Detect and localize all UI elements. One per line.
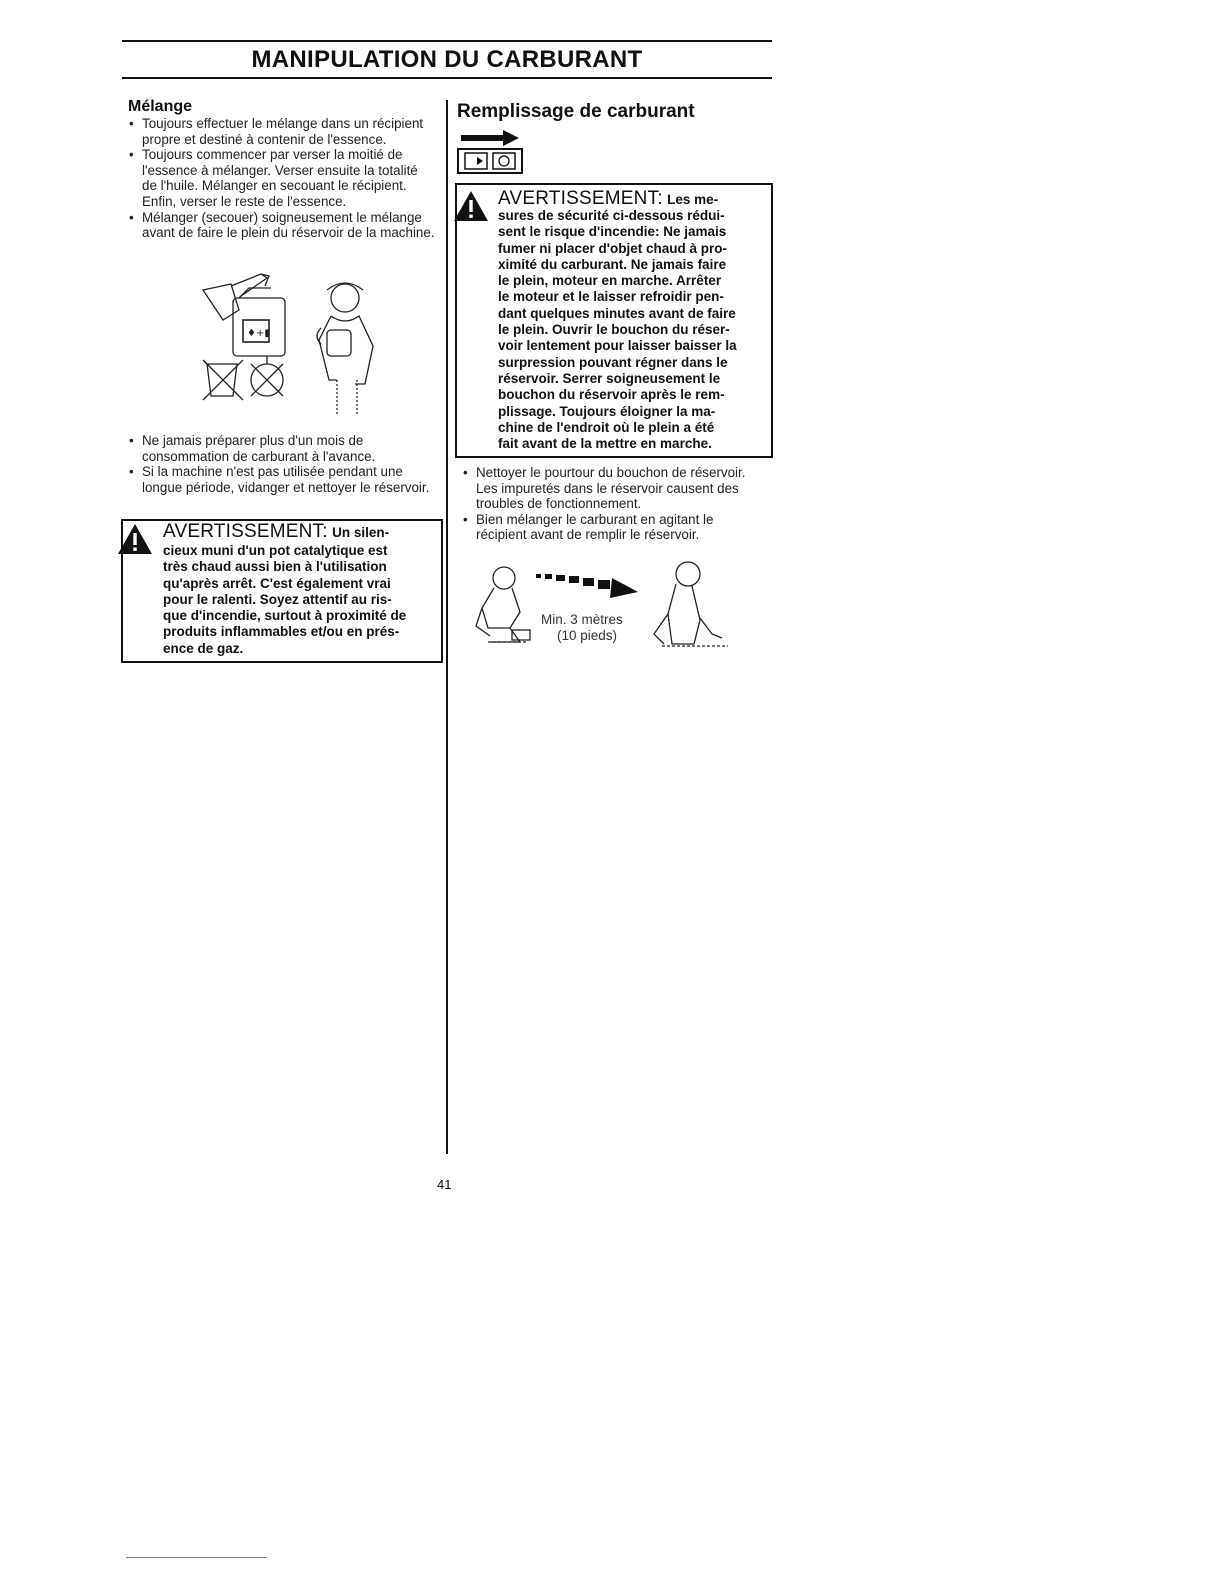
warning-line: fumer ni placer d'objet chaud à pro- [498,240,727,256]
list-item: • Ne jamais préparer plus d'un mois de consommation de carburant à l'avance. [129,433,435,464]
list-item: • Toujours effectuer le mélange dans un récipient propre et destiné à contenir de l'essence. [129,116,435,147]
warning-line: dant quelques minutes avant de faire [498,305,736,321]
warning-label: AVERTISSEMENT: [498,188,663,209]
warning-triangle-icon [453,190,489,222]
warning-heading-left [163,521,389,543]
warning-line: chine de l'endroit où le plein a été [498,419,715,435]
warning-triangle-icon [117,523,153,555]
warning-line: ximité du carburant. Ne jamais faire [498,256,727,272]
warning-heading-right [498,188,718,210]
section-heading-remplissage: Remplissage de carburant [457,101,695,122]
warning-line: produits inflammables et/ou en prés- [163,624,400,640]
warning-line: le plein, moteur en marche. Arrêter [498,273,722,289]
warning-line: réservoir. Serrer soigneusement le [498,370,721,386]
list-item: • Toujours commencer par verser la moitié de l'essence à mélanger. Verser ensuite la totalité de l'huile. Mélanger en secouant le récipient. Enfin, verser le reste de l'essence. [129,147,435,209]
page-number: 41 [437,1177,452,1192]
storage-bullets [129,433,435,495]
distance-line-2: (10 pieds) [557,628,618,643]
warning-line: cieux muni d'un pot catalytique est [163,543,388,558]
warning-line: surpression pouvant régner dans le [498,354,728,370]
warning-line: très chaud aussi bien à l'utilisation [163,559,387,575]
top-rule [122,40,772,42]
warning-line: sures de sécurité ci-dessous rédui- [498,208,725,223]
title-underline [122,77,772,79]
warning-line: pour le ralenti. Soyez attentif au ris- [163,591,392,607]
warning-label: AVERTISSEMENT: [163,521,328,542]
refuel-bullets [463,465,763,543]
warning-line: le plein. Ouvrir le bouchon du réser- [498,322,730,338]
warning-text-right [498,208,768,452]
warning-line: que d'incendie, surtout à proximité de [163,608,407,624]
warning-lead: Les me- [667,192,719,207]
warning-line: le moteur et le laisser refroidir pen- [498,289,724,305]
column-divider [446,100,448,1154]
warning-line: qu'après arrêt. C'est également vrai [163,575,391,591]
distance-label [541,612,623,644]
fuel-mixing-illustration [195,268,415,418]
warning-lead: Un silen- [332,525,390,540]
warning-line: fait avant de la mettre en marche. [498,436,712,452]
section-heading-melange: Mélange [128,98,193,115]
list-item: • Nettoyer le pourtour du bouchon de réservoir. Les impuretés dans le réservoir causent des troubles de fonctionnement. [463,465,763,512]
bottom-rule [126,1557,267,1558]
refuel-symbol-icon [457,127,523,175]
list-item: • Si la machine n'est pas utilisée pendant une longue période, vidanger et nettoyer le réservoir. [129,464,435,495]
warning-line: plissage. Toujours éloigner la ma- [498,403,716,419]
melange-bullets [129,116,435,241]
svg-text:♦+▮: ♦+▮ [247,328,270,339]
warning-line: voir lentement pour laisser baisser la [498,338,737,354]
warning-line: bouchon du réservoir après le rem- [498,387,725,403]
warning-text-left [163,543,439,657]
page-title: MANIPULATION DU CARBURANT [251,46,643,73]
list-item: • Mélanger (secouer) soigneusement le mélange avant de faire le plein du réservoir de la machine. [129,210,435,241]
warning-line: sent le risque d'incendie: Ne jamais [498,224,727,240]
list-item: • Bien mélanger le carburant en agitant le récipient avant de remplir le réservoir. [463,512,763,543]
distance-line-1: Min. 3 mètres [541,612,623,627]
warning-line: ence de gaz. [163,640,244,656]
